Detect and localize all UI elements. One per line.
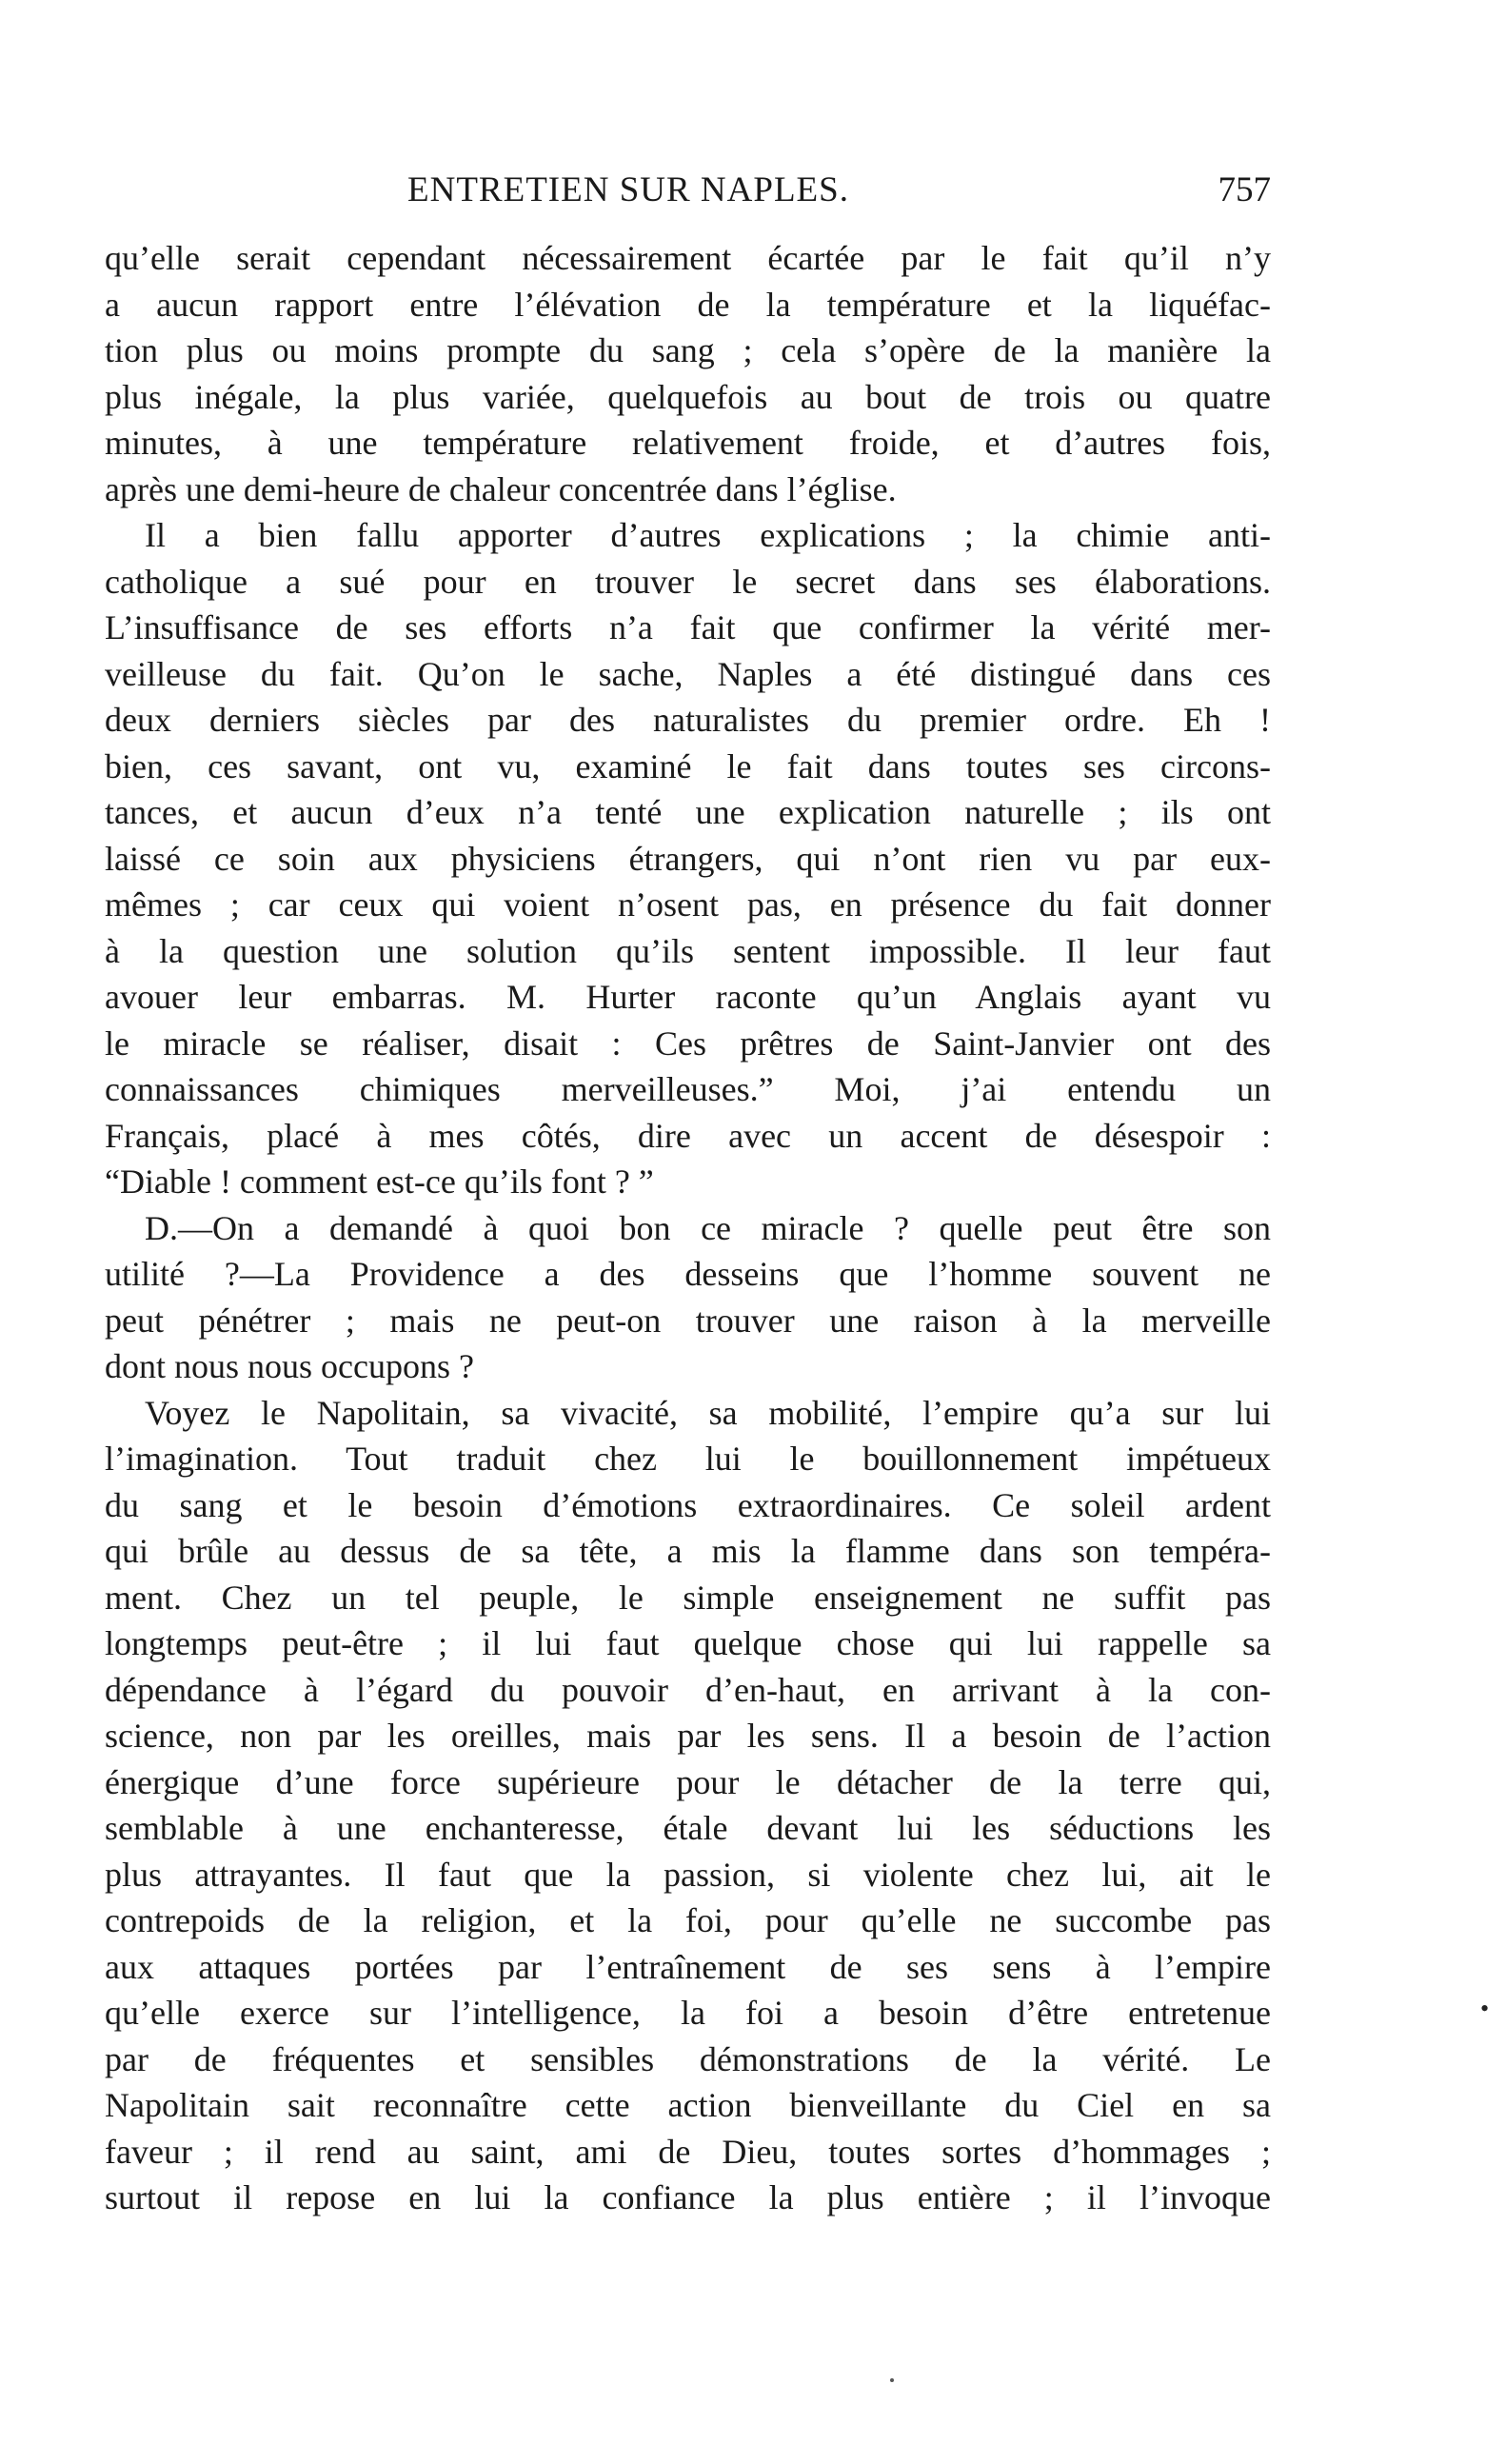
text-line: bien, ces savant, ont vu, examiné le fait dans toutes ses circons- — [105, 746, 1271, 785]
text-line: science, non par les oreilles, mais par les sens. Il a besoin de l’action — [105, 1717, 1271, 1755]
text-line: l’imagination. Tout traduit chez lui le bouillonnement impétueux — [105, 1440, 1271, 1478]
text-line: Napolitain sait reconnaître cette action bienveillante du Ciel en sa — [105, 2086, 1271, 2124]
text-line: utilité ?—La Providence a des desseins que l’homme souvent ne — [105, 1255, 1271, 1293]
text-line: dépendance à l’égard du pouvoir d’en-haut, en arrivant à la con- — [105, 1670, 1271, 1709]
text-line: minutes, à une température relativement froide, et d’autres fois, — [105, 424, 1271, 462]
text-line: deux derniers siècles par des naturalistes du premier ordre. Eh ! — [105, 701, 1271, 739]
text-line: ment. Chez un tel peuple, le simple enseignement ne suffit pas — [105, 1578, 1271, 1617]
text-line: tances, et aucun d’eux n’a tenté une explication naturelle ; ils ont — [105, 793, 1271, 831]
text-line: peut pénétrer ; mais ne peut-on trouver une raison à la merveille — [105, 1301, 1271, 1340]
text-line: aux attaques portées par l’entraînement de ses sens à l’empire — [105, 1947, 1271, 1986]
text-line: tion plus ou moins prompte du sang ; cela s’opère de la manière la — [105, 331, 1271, 369]
text-line: Voyez le Napolitain, sa vivacité, sa mobilité, l’empire qu’a sur lui — [145, 1393, 1271, 1432]
bottom-speck — [890, 2378, 894, 2382]
text-line: longtemps peut-être ; il lui faut quelque chose qui lui rappelle sa — [105, 1624, 1271, 1662]
text-line: Français, placé à mes côtés, dire avec un accent de désespoir : — [105, 1116, 1271, 1155]
text-line: connaissances chimiques merveilleuses.” Moi, j’ai entendu un — [105, 1070, 1271, 1108]
text-line: le miracle se réaliser, disait : Ces prêtres de Saint-Janvier ont des — [105, 1023, 1271, 1063]
text-line: L’insuffisance de ses efforts n’a fait que confirmer la vérité mer- — [105, 608, 1271, 646]
text-line: avouer leur embarras. M. Hurter raconte qu’un Anglais ayant vu — [105, 978, 1271, 1016]
page-header — [105, 169, 1271, 217]
text-line: surtout il repose en lui la confiance la plus entière ; il l’invoque — [105, 2178, 1271, 2216]
text-line: qui brûle au dessus de sa tête, a mis la flamme dans son tempéra- — [105, 1532, 1271, 1570]
text-line: plus inégale, la plus variée, quelquefois au bout de trois ou quatre — [105, 377, 1271, 416]
text-line: après une demi-heure de chaleur concentrée dans l’église. — [105, 469, 897, 508]
text-line: par de fréquentes et sensibles démonstrations de la vérité. Le — [105, 2039, 1271, 2078]
margin-speck: • — [1480, 1995, 1490, 2022]
page-number: 757 — [1218, 170, 1271, 209]
text-line: du sang et le besoin d’émotions extraordinaires. Ce soleil ardent — [105, 1485, 1271, 1524]
text-line: semblable à une enchanteresse, étale devant lui les séductions les — [105, 1809, 1271, 1847]
text-line: “Diable ! comment est-ce qu’ils font ? ” — [105, 1162, 654, 1201]
text-line: mêmes ; car ceux qui voient n’osent pas, en présence du fait donner — [105, 885, 1271, 924]
text-line: contrepoids de la religion, et la foi, pour qu’elle ne succombe pas — [105, 1901, 1271, 1939]
text-line: à la question une solution qu’ils sentent impossible. Il leur faut — [105, 931, 1271, 970]
text-line: qu’elle serait cependant nécessairement écartée par le fait qu’il n’y — [105, 239, 1271, 277]
text-line: laissé ce soin aux physiciens étrangers, qui n’ont rien vu par eux- — [105, 839, 1271, 878]
text-line: D.—On a demandé à quoi bon ce miracle ? quelle peut être son — [145, 1208, 1271, 1247]
body-text — [105, 235, 1271, 2221]
text-line: plus attrayantes. Il faut que la passion, si violente chez lui, ait le — [105, 1855, 1271, 1894]
text-line: Il a bien fallu apporter d’autres explications ; la chimie anti- — [145, 516, 1271, 554]
text-line: catholique a sué pour en trouver le secret dans ses élaborations. — [105, 562, 1271, 601]
text-line: faveur ; il rend au saint, ami de Dieu, toutes sortes d’hommages ; — [105, 2132, 1271, 2171]
text-line: énergique d’une force supérieure pour le détacher de la terre qui, — [105, 1762, 1271, 1801]
text-line: dont nous nous occupons ? — [105, 1347, 474, 1385]
text-line: qu’elle exerce sur l’intelligence, la foi a besoin d’être entretenue — [105, 1994, 1271, 2032]
text-line: veilleuse du fait. Qu’on le sache, Naples a été distingué dans ces — [105, 654, 1271, 693]
running-title: ENTRETIEN SUR NAPLES. — [407, 170, 849, 209]
text-line: a aucun rapport entre l’élévation de la température et la liquéfac- — [105, 285, 1271, 324]
